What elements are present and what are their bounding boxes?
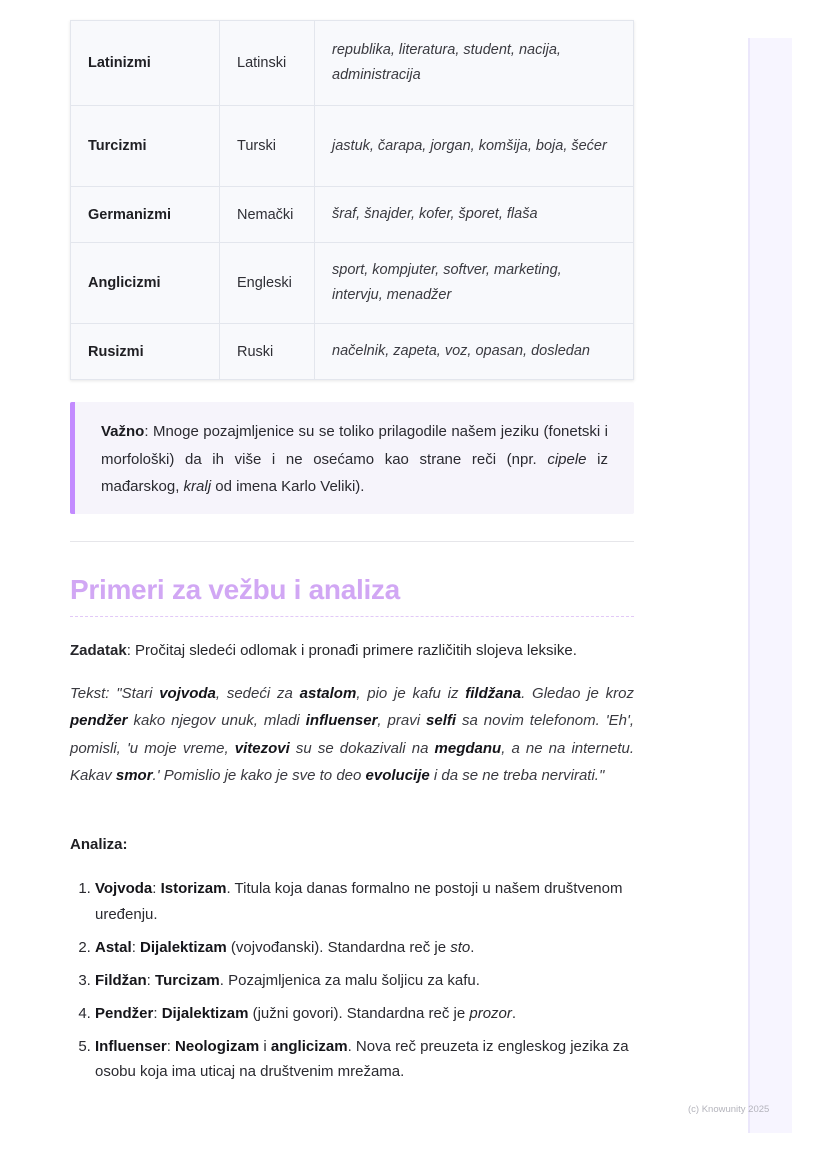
copyright-text: (c) Knowunity 2025 bbox=[688, 1104, 770, 1115]
table-cell-language: Turski bbox=[220, 106, 315, 187]
table-cell-term: Latinizmi bbox=[71, 21, 220, 106]
table-row bbox=[71, 21, 634, 106]
analysis-standard-word: sto bbox=[450, 938, 471, 956]
note-text: od imena Karlo Veliki). bbox=[211, 478, 365, 495]
table-row bbox=[71, 187, 634, 243]
section-heading: Primeri za vežbu i analiza bbox=[70, 574, 634, 617]
analysis-title: Analiza: bbox=[70, 836, 128, 853]
note-text: : Mnoge pozajmljenice su se toliko prilagodile našem jeziku (fonetski i morfološki) da ih više i ne osećamo kao strane reči (npr. bbox=[101, 423, 608, 468]
quote-keyword: vitezovi bbox=[234, 739, 290, 757]
quote-text: su se dokazivali na bbox=[289, 739, 435, 757]
quote-text: i da se ne treba nervirati." bbox=[429, 766, 605, 784]
analysis-category: Dijalektizam bbox=[140, 938, 227, 956]
quote-text: Tekst: "Stari bbox=[70, 685, 160, 702]
quote-keyword: pendžer bbox=[70, 712, 128, 730]
list-item bbox=[95, 876, 655, 927]
analysis-text: . bbox=[470, 938, 475, 956]
quote-paragraph bbox=[70, 680, 634, 789]
analysis-word: Astal bbox=[95, 938, 132, 956]
table-row bbox=[71, 106, 634, 187]
task-text: : Pročitaj sledeći odlomak i pronađi primere različitih slojeva leksike. bbox=[126, 642, 577, 659]
analysis-category: Neologizam bbox=[175, 1037, 260, 1055]
quote-keyword: influenser bbox=[305, 712, 378, 730]
note-example-word: kralj bbox=[183, 478, 212, 495]
analysis-word: Fildžan bbox=[95, 971, 147, 989]
analysis-text: (južni govori). Standardna reč je bbox=[248, 1004, 470, 1022]
quote-keyword: astalom bbox=[299, 685, 357, 702]
quote-keyword: selfi bbox=[426, 712, 457, 730]
analysis-list bbox=[70, 876, 655, 1092]
quote-text: sa novim telefonom. 'Eh', pomisli, 'u moje vreme, bbox=[70, 712, 635, 757]
table-row bbox=[71, 324, 634, 380]
analysis-text: : bbox=[152, 880, 161, 897]
side-panel-strip bbox=[748, 38, 792, 1133]
quote-text: kako njegov unuk, mladi bbox=[127, 712, 306, 730]
table-cell-examples: šraf, šnajder, kofer, šporet, flaša bbox=[315, 187, 634, 243]
analysis-text: : bbox=[146, 971, 156, 989]
analysis-word: Influenser bbox=[95, 1037, 167, 1055]
table-cell-language: Nemački bbox=[220, 187, 315, 243]
analysis-word: Pendžer bbox=[95, 1004, 154, 1022]
note-example-word: cipele bbox=[547, 450, 587, 468]
list-item bbox=[95, 1034, 655, 1085]
quote-text: , pravi bbox=[377, 712, 427, 730]
quote-text: , a ne na internetu. Kakav bbox=[70, 739, 634, 784]
analysis-category: Istorizam bbox=[160, 880, 227, 897]
table-cell-term: Germanizmi bbox=[71, 187, 220, 243]
quote-text: . Gledao je kroz bbox=[521, 685, 634, 702]
table-cell-language: Engleski bbox=[220, 243, 315, 324]
analysis-text: . Titula koja danas formalno ne postoji u našem društvenom uređenju. bbox=[95, 880, 623, 923]
analysis-text: : bbox=[153, 1004, 162, 1022]
note-text: iz mađarskog, bbox=[101, 450, 608, 495]
table-cell-language: Latinski bbox=[220, 21, 315, 106]
quote-keyword: vojvoda bbox=[159, 685, 216, 702]
table-cell-term: Anglicizmi bbox=[71, 243, 220, 324]
important-note bbox=[70, 402, 634, 514]
quote-keyword: megdanu bbox=[434, 739, 502, 757]
table-cell-language: Ruski bbox=[220, 324, 315, 380]
table-cell-examples: sport, kompjuter, softver, marketing, intervju, menadžer bbox=[315, 243, 634, 324]
analysis-text: . Pozajmljenica za malu šoljicu za kafu. bbox=[219, 971, 480, 989]
analysis-text: : bbox=[166, 1037, 176, 1055]
list-item bbox=[95, 968, 655, 994]
analysis-text: . bbox=[511, 1004, 517, 1022]
analysis-category: Dijalektizam bbox=[161, 1004, 249, 1022]
list-item bbox=[95, 935, 655, 961]
loanwords-table bbox=[70, 20, 634, 380]
table-cell-examples: republika, literatura, student, nacija, administracija bbox=[315, 21, 634, 106]
section-divider bbox=[70, 541, 634, 542]
analysis-category: anglicizam bbox=[270, 1037, 348, 1055]
analysis-text: i bbox=[259, 1037, 271, 1055]
table-cell-term: Rusizmi bbox=[71, 324, 220, 380]
quote-text: , pio je kafu iz bbox=[356, 685, 466, 702]
analysis-standard-word: prozor bbox=[469, 1004, 512, 1022]
analysis-text: . Nova reč preuzeta iz engleskog jezika za osobu koja ima uticaj na društvenim mrežama. bbox=[95, 1037, 629, 1080]
table-cell-examples: jastuk, čarapa, jorgan, komšija, boja, šećer bbox=[315, 106, 634, 187]
quote-text: .' Pomislio je kako je sve to deo bbox=[152, 766, 366, 784]
analysis-word: Vojvoda bbox=[95, 880, 153, 897]
list-item bbox=[95, 1001, 655, 1027]
quote-text: , sedeći za bbox=[215, 685, 300, 702]
quote-keyword: smor bbox=[115, 766, 153, 784]
table-cell-examples: načelnik, zapeta, voz, opasan, dosledan bbox=[315, 324, 634, 380]
task-paragraph bbox=[70, 639, 640, 663]
analysis-category: Turcizam bbox=[155, 971, 220, 989]
analysis-text: (vojvođanski). Standardna reč je bbox=[226, 938, 451, 956]
quote-keyword: fildžana bbox=[465, 685, 522, 702]
quote-keyword: evolucije bbox=[365, 766, 430, 784]
note-label: Važno bbox=[101, 423, 145, 440]
table-row bbox=[71, 243, 634, 324]
analysis-text: : bbox=[131, 938, 141, 956]
task-label: Zadatak bbox=[70, 642, 127, 659]
table-cell-term: Turcizmi bbox=[71, 106, 220, 187]
